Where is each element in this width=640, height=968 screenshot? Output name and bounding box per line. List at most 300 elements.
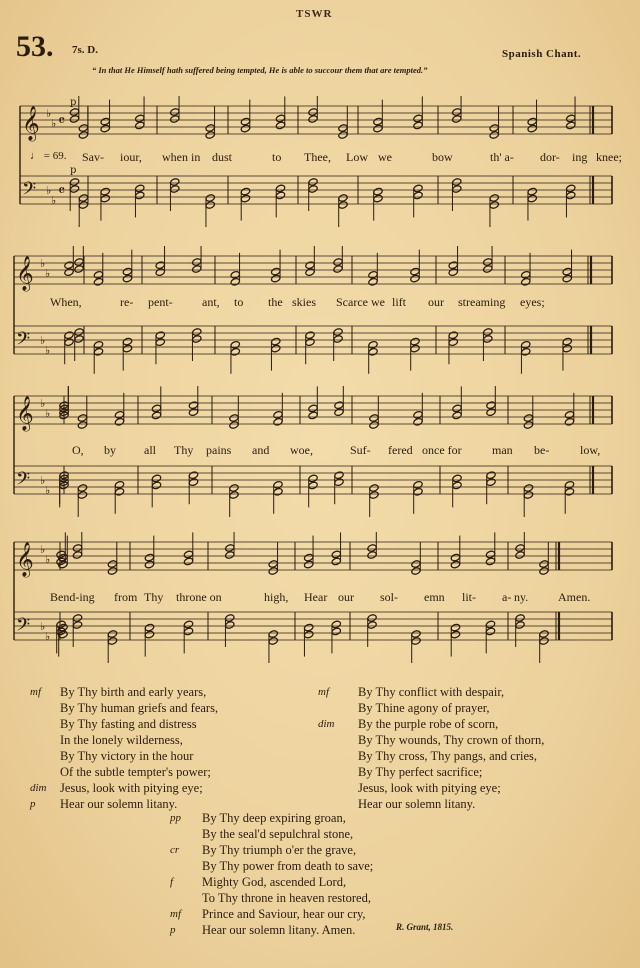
flat-sign-icon: ♭ [51,194,57,207]
flat-sign-icon: ♭ [45,630,51,643]
note-head [486,408,496,417]
verse-text: By Thy fasting and distress [60,717,197,731]
note-head [410,337,420,346]
lyric-syllable: Thy [174,443,194,457]
dynamic-marking: f [170,876,174,888]
note-head [229,414,239,423]
note-head [413,417,423,426]
note-head [275,121,285,130]
note-head [450,553,460,562]
note-head [308,474,318,483]
note-head [205,124,215,133]
note-head [489,131,499,140]
note-head [367,551,377,560]
lyric-syllable: to [272,150,282,164]
note-head [338,124,348,133]
note-head [448,331,458,340]
flat-sign-icon: ♭ [46,107,52,120]
note-head [135,184,145,193]
note-head [93,347,103,356]
note-head [367,544,377,553]
note-head [151,481,161,490]
note-head [515,614,525,623]
note-head [170,178,180,187]
note-head [413,184,423,193]
lyric-syllable: When, [50,295,82,309]
music-system-1 [0,96,640,236]
note-head [72,551,82,560]
note-head [305,338,315,347]
note-head [369,484,379,493]
lyric-syllable: Thy [144,590,164,604]
verse-text: By Thy conflict with despair, [358,685,505,699]
note-head [155,261,165,270]
note-head [368,277,378,286]
verse-text: By the seal'd sepulchral stone, [202,827,354,841]
verse-text: By Thy human griefs and fears, [60,701,219,715]
note-head [205,194,215,203]
note-head [273,417,283,426]
verse-text: Jesus, look with pitying eye; [60,781,203,795]
note-head [331,550,341,559]
note-head [77,491,87,500]
verse-column-left [30,684,320,812]
note-head [334,471,344,480]
note-head [56,627,66,636]
lyric-syllable: the [268,295,283,309]
lyric-syllable: Bend-ing [50,590,95,604]
note-head [308,411,318,420]
lyric-syllable: th' a- [490,150,514,164]
lyric-syllable: iour, [120,150,142,164]
note-head [74,265,84,274]
flat-sign-icon: ♭ [45,407,51,420]
note-head [450,623,460,632]
lyric-syllable: emn [424,590,445,604]
note-head [527,187,537,196]
note-head [135,114,145,123]
lyric-syllable: lift [392,295,406,309]
note-head [72,621,82,630]
note-head [523,484,533,493]
verse-text: Of the subtle tempter's power; [60,765,211,779]
note-head [240,117,250,126]
lyric-syllable: Low [346,150,368,164]
lyric-syllable: skies [292,295,316,309]
note-head [77,484,87,493]
note-head [564,410,574,419]
note-head [368,270,378,279]
note-head [564,417,574,426]
note-head [562,337,572,346]
lyric-syllable: bow [432,150,453,164]
flat-sign-icon: ♭ [51,117,57,130]
lyric-syllable: ant, [202,295,220,309]
bass-clef-icon: 𝄢 [16,469,31,494]
verse-text: By the purple robe of scorn, [358,717,499,731]
lyric-syllable: Suf- [350,443,371,457]
note-head [489,194,499,203]
note-head [225,614,235,623]
verse-line [170,826,470,842]
note-head [373,124,383,133]
lyric-syllable: high, [264,590,289,604]
note-head [562,344,572,353]
lyric-syllable: ny. [514,590,529,604]
note-head [368,340,378,349]
note-head [566,184,576,193]
note-head [515,621,525,630]
note-head [135,191,145,200]
note-head [373,117,383,126]
verse-line [30,748,320,764]
note-head [78,124,88,133]
note-head [515,551,525,560]
note-head [188,478,198,487]
lyric-syllable: ing [572,150,588,164]
verse-text: By Thine agony of prayer, [358,701,490,715]
note-head [240,187,250,196]
note-head [483,258,493,267]
note-head [369,421,379,430]
dynamic-marking: mf [30,686,41,698]
note-head [271,274,281,283]
note-head [305,268,315,277]
dynamic-marking: mf [170,908,181,920]
note-head [192,265,202,274]
flat-sign-icon: ♭ [40,334,46,347]
note-head [523,491,533,500]
lyric-syllable: all [144,443,156,457]
note-head [521,347,531,356]
note-head [183,620,193,629]
note-head [151,404,161,413]
note-head [155,268,165,277]
note-head [100,194,110,203]
note-head [485,557,495,566]
note-head [74,328,84,337]
flat-sign-icon: ♭ [40,257,46,270]
verse-text: Hear our solemn litany. [60,797,178,811]
note-head [450,560,460,569]
note-head [273,487,283,496]
note-head [77,421,87,430]
note-head [411,637,421,646]
note-head [413,487,423,496]
verse-line [170,858,470,874]
lyric-syllable: be- [534,443,550,457]
note-head [338,194,348,203]
note-head [240,194,250,203]
note-head [373,194,383,203]
note-head [271,337,281,346]
lyric-syllable: lit- [462,590,476,604]
note-head [144,560,154,569]
lyric-syllable: a- [502,590,512,604]
note-head [64,338,74,347]
note-head [308,108,318,117]
note-head [78,194,88,203]
note-head [100,124,110,133]
flat-sign-icon: ♭ [45,267,51,280]
verse-line [318,780,618,796]
note-head [230,277,240,286]
verse-line [170,906,470,922]
note-head [275,184,285,193]
note-head [369,491,379,500]
note-head [486,401,496,410]
note-head [144,553,154,562]
dynamic-marking: p [170,924,176,936]
note-head [527,124,537,133]
note-head [74,335,84,344]
note-head [452,178,462,187]
note-head [268,560,278,569]
note-head [486,478,496,487]
note-head [331,620,341,629]
note-head [78,201,88,210]
note-head [229,484,239,493]
note-head [93,277,103,286]
note-head [230,340,240,349]
note-head [275,191,285,200]
note-head [448,268,458,277]
note-head [188,401,198,410]
note-head [410,344,420,353]
note-head [333,335,343,344]
note-head [483,328,493,337]
note-head [69,178,79,187]
verse-final [170,810,470,938]
staff-notation [0,96,640,236]
note-head [155,331,165,340]
lyric-syllable: woe, [290,443,313,457]
lyric-syllable: low, [580,443,601,457]
note-head [151,411,161,420]
note-head [338,201,348,210]
verse-line [170,842,470,858]
note-head [74,258,84,267]
note-head [485,627,495,636]
dynamic-marking: p [30,798,36,810]
note-head [122,267,132,276]
note-head [69,115,79,124]
note-head [485,620,495,629]
lyric-syllable: pains [206,443,232,457]
bass-clef-icon: 𝄢 [16,615,31,640]
lyric-syllable: throne on [176,590,222,604]
note-head [205,201,215,210]
note-head [485,550,495,559]
note-head [448,338,458,347]
note-head [230,347,240,356]
note-head [331,557,341,566]
note-head [100,187,110,196]
note-head [205,131,215,140]
note-head [69,185,79,194]
verse-line [170,810,470,826]
note-head [170,115,180,124]
verse-text: By Thy deep expiring groan, [202,811,346,825]
note-head [225,551,235,560]
flat-sign-icon: ♭ [46,184,52,197]
note-head [483,265,493,274]
note-head [114,480,124,489]
note-head [308,481,318,490]
note-head [229,421,239,430]
note-head [273,410,283,419]
note-head [271,267,281,276]
flat-sign-icon: ♭ [40,397,46,410]
note-head [268,630,278,639]
verse-line [318,764,618,780]
note-head [452,115,462,124]
note-head [333,328,343,337]
note-head [539,637,549,646]
note-head [566,114,576,123]
note-head [144,623,154,632]
note-head [225,544,235,553]
note-head [271,344,281,353]
note-head [240,124,250,133]
note-head [334,401,344,410]
note-head [135,121,145,130]
lyric-syllable: sol- [380,590,398,604]
note-head [564,480,574,489]
note-head [308,404,318,413]
lyric-syllable: eyes; [520,295,545,309]
note-head [107,637,117,646]
note-head [562,274,572,283]
note-head [338,131,348,140]
note-head [452,404,462,413]
note-head [122,337,132,346]
note-head [183,557,193,566]
note-head [69,108,79,117]
verse-text: Prince and Saviour, hear our cry, [202,907,366,921]
note-head [333,258,343,267]
note-head [334,408,344,417]
note-head [144,630,154,639]
lyric-syllable: by [104,443,116,457]
dynamic-marking: dim [318,718,335,730]
verse-text: By Thy cross, Thy pangs, and cries, [358,749,538,763]
note-head [268,637,278,646]
verse-text: By Thy victory in the hour [60,749,194,763]
verse-text: By Thy perfect sacrifice; [358,765,483,779]
note-head [562,267,572,276]
note-head [452,411,462,420]
note-head [413,121,423,130]
note-head [369,414,379,423]
note-head [411,567,421,576]
lyric-syllable: re- [120,295,134,309]
note-head [229,491,239,500]
note-head [413,410,423,419]
note-head [305,261,315,270]
common-time-icon: 𝄴 [58,111,66,130]
flat-sign-icon: ♭ [40,543,46,556]
lyric-syllable: streaming [458,295,506,309]
dynamic-marking: pp [170,812,181,824]
verse-text: By Thy wounds, Thy crown of thorn, [358,733,545,747]
note-head [489,201,499,210]
note-head [523,421,533,430]
note-head [527,194,537,203]
note-head [64,268,74,277]
note-head [72,544,82,553]
lyric-syllable: our [338,590,354,604]
verse-text: In the lonely wilderness, [60,733,183,747]
lyric-syllable: Thee, [304,150,331,164]
note-head [566,121,576,130]
verse-line [318,748,618,764]
staff-notation [0,246,640,386]
dynamic-piano-icon: p [70,97,77,108]
lyric-syllable: dor- [540,150,560,164]
verse-line [318,732,618,748]
lyric-syllable: Hear [304,590,328,604]
lyric-syllable: when in [162,150,201,164]
lyric-syllable: knee; [596,150,622,164]
metronome-mark: ♩ = 69. [30,150,67,162]
verse-text: Hear our solemn litany. [358,797,476,811]
note-head [331,627,341,636]
verse-text: Hear our solemn litany. Amen. [202,923,356,937]
note-head [308,185,318,194]
verse-text: Jesus, look with pitying eye; [358,781,501,795]
note-head [77,414,87,423]
note-head [452,481,462,490]
note-head [304,623,314,632]
note-head [268,567,278,576]
flat-sign-icon: ♭ [45,484,51,497]
note-head [308,115,318,124]
note-head [333,265,343,274]
meter-label: 7s. D. [72,44,98,56]
note-head [183,627,193,636]
lyric-syllable: Amen. [558,590,591,604]
note-head [304,560,314,569]
note-head [188,408,198,417]
lyric-syllable: once for [422,443,462,457]
note-head [413,480,423,489]
note-head [413,191,423,200]
lyric-syllable: Scarce we [336,295,385,309]
note-head [308,178,318,187]
note-head [483,335,493,344]
note-head [539,560,549,569]
lyric-syllable: to [234,295,244,309]
note-head [564,487,574,496]
verse-line [30,764,320,780]
note-head [93,340,103,349]
bass-clef-icon: 𝄢 [22,179,37,204]
dynamic-piano-icon: p [70,165,77,176]
note-head [114,417,124,426]
note-head [448,261,458,270]
verse-column-right [318,684,618,812]
note-head [486,471,496,480]
note-head [411,630,421,639]
note-head [56,557,66,566]
verse-text: By Thy triumph o'er the grave, [202,843,357,857]
common-time-icon: 𝄴 [58,181,66,200]
note-head [188,471,198,480]
note-head [107,630,117,639]
page-header-mark: TSWR [296,8,333,20]
note-head [411,560,421,569]
